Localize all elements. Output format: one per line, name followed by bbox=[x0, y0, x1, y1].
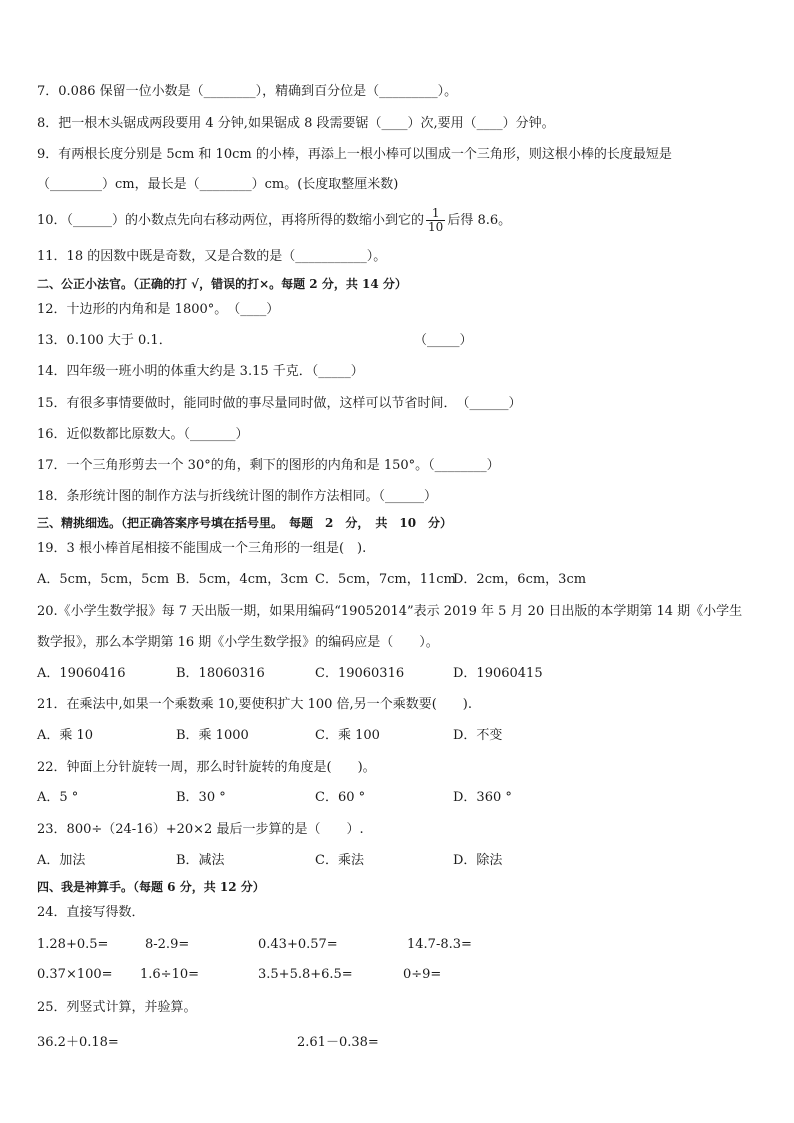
fraction-one-tenth bbox=[426, 207, 445, 234]
question-20-line1: 20.《小学生数学报》每 7 天出版一期，如果用编码“19052014”表示 2019 年 5 月 20 日出版的本学期第 14 期《小学生 bbox=[37, 604, 743, 619]
calc-item: 14.7-8.3= bbox=[407, 937, 472, 952]
option-b: B．30 ° bbox=[176, 790, 226, 805]
question-8: 8．把一根木头锯成两段要用 4 分钟,如果锯成 8 段需要锯（____）次,要用（____）分钟。 bbox=[37, 116, 555, 131]
option-b: B．减法 bbox=[176, 853, 225, 868]
question-10-text-post: 后得 8.6。 bbox=[447, 213, 512, 228]
question-20-line2: 数学报》，那么本学期第 16 期《小学生数学报》的编码应是（ ）。 bbox=[37, 635, 439, 650]
calc-item: 0÷9= bbox=[403, 967, 442, 982]
option-a: A．5cm，5cm，5cm bbox=[37, 572, 170, 587]
option-a: A．乘 10 bbox=[37, 728, 94, 743]
question-13-blank: （_____） bbox=[414, 333, 473, 348]
question-17: 17．一个三角形剪去一个 30°的角，剩下的图形的内角和是 150°。（________） bbox=[37, 458, 500, 473]
question-7: 7．0.086 保留一位小数是（________），精确到百分位是（_________）。 bbox=[37, 84, 458, 99]
option-b: B．18060316 bbox=[176, 666, 265, 681]
option-c: C．19060316 bbox=[315, 666, 405, 681]
fraction-denominator: 10 bbox=[428, 220, 444, 234]
option-d: D．不变 bbox=[453, 728, 503, 743]
option-d: D．19060415 bbox=[453, 666, 543, 681]
question-18: 18．条形统计图的制作方法与折线统计图的制作方法相同。（______） bbox=[37, 489, 438, 504]
question-19: 19．3 根小棒首尾相接不能围成一个三角形的一组是( ). bbox=[37, 541, 367, 556]
question-14: 14．四年级一班小明的体重大约是 3.15 千克．（_____） bbox=[37, 364, 364, 379]
question-9-line1: 9．有两根长度分别是 5cm 和 10cm 的小棒，再添上一根小棒可以围成一个三角形，则这根小棒的长度最短是 bbox=[37, 147, 672, 162]
calc-item: 8-2.9= bbox=[145, 937, 190, 952]
question-23: 23．800÷（24-16）+20×2 最后一步算的是（ ）. bbox=[37, 822, 364, 837]
option-a: A．19060416 bbox=[37, 666, 126, 681]
option-c: C．乘法 bbox=[315, 853, 364, 868]
question-10-text-pre: 10．（______）的小数点先向右移动两位，再将所得的数缩小到它的 bbox=[37, 213, 425, 228]
section-2-heading: 二、公正小法官。（正确的打 √，错误的打×。每题 2 分，共 14 分） bbox=[37, 277, 407, 291]
calc-item: 1.6÷10= bbox=[140, 967, 200, 982]
question-12: 12．十边形的内角和是 1800°。 （____） bbox=[37, 302, 280, 317]
question-10 bbox=[37, 206, 511, 236]
question-25: 25．列竖式计算，并验算。 bbox=[37, 1000, 197, 1015]
section-4-heading: 四、我是神算手。（每题 6 分，共 12 分） bbox=[37, 880, 265, 894]
option-c: C．5cm，7cm，11cm bbox=[315, 572, 456, 587]
option-c: C．乘 100 bbox=[315, 728, 380, 743]
option-b: B．乘 1000 bbox=[176, 728, 249, 743]
question-13: 13．0.100 大于 0.1． bbox=[37, 333, 172, 348]
question-15: 15．有很多事情要做时，能同时做的事尽量同时做，这样可以节省时间． （______） bbox=[37, 396, 522, 411]
calc-item: 1.28+0.5= bbox=[37, 937, 109, 952]
vertical-calc-item: 36.2＋0.18= bbox=[37, 1035, 119, 1050]
section-3-heading: 三、精挑细选。（把正确答案序号填在括号里。 每题 2 分， 共 10 分） bbox=[37, 516, 453, 530]
option-a: A．加法 bbox=[37, 853, 86, 868]
calc-item: 0.43+0.57= bbox=[258, 937, 338, 952]
question-24: 24．直接写得数． bbox=[37, 905, 145, 920]
option-d: D．2cm，6cm，3cm bbox=[453, 572, 587, 587]
option-c: C．60 ° bbox=[315, 790, 366, 805]
question-9-line2: （________）cm，最长是（________）cm。(长度取整厘米数) bbox=[37, 177, 399, 192]
question-21: 21．在乘法中,如果一个乘数乘 10,要使积扩大 100 倍,另一个乘数要( ). bbox=[37, 697, 472, 712]
calc-item: 0.37×100= bbox=[37, 967, 113, 982]
question-11: 11．18 的因数中既是奇数，又是合数的是（___________）。 bbox=[37, 249, 387, 264]
calc-item: 3.5+5.8+6.5= bbox=[258, 967, 353, 982]
option-d: D．除法 bbox=[453, 853, 503, 868]
option-a: A．5 ° bbox=[37, 790, 79, 805]
question-22: 22．钟面上分针旋转一周，那么时针旋转的角度是( )。 bbox=[37, 760, 376, 775]
option-d: D．360 ° bbox=[453, 790, 512, 805]
question-16: 16．近似数都比原数大。（_______） bbox=[37, 427, 249, 442]
option-b: B．5cm，4cm，3cm bbox=[176, 572, 309, 587]
vertical-calc-item: 2.61－0.38= bbox=[297, 1035, 379, 1050]
fraction-numerator: 1 bbox=[426, 207, 445, 221]
